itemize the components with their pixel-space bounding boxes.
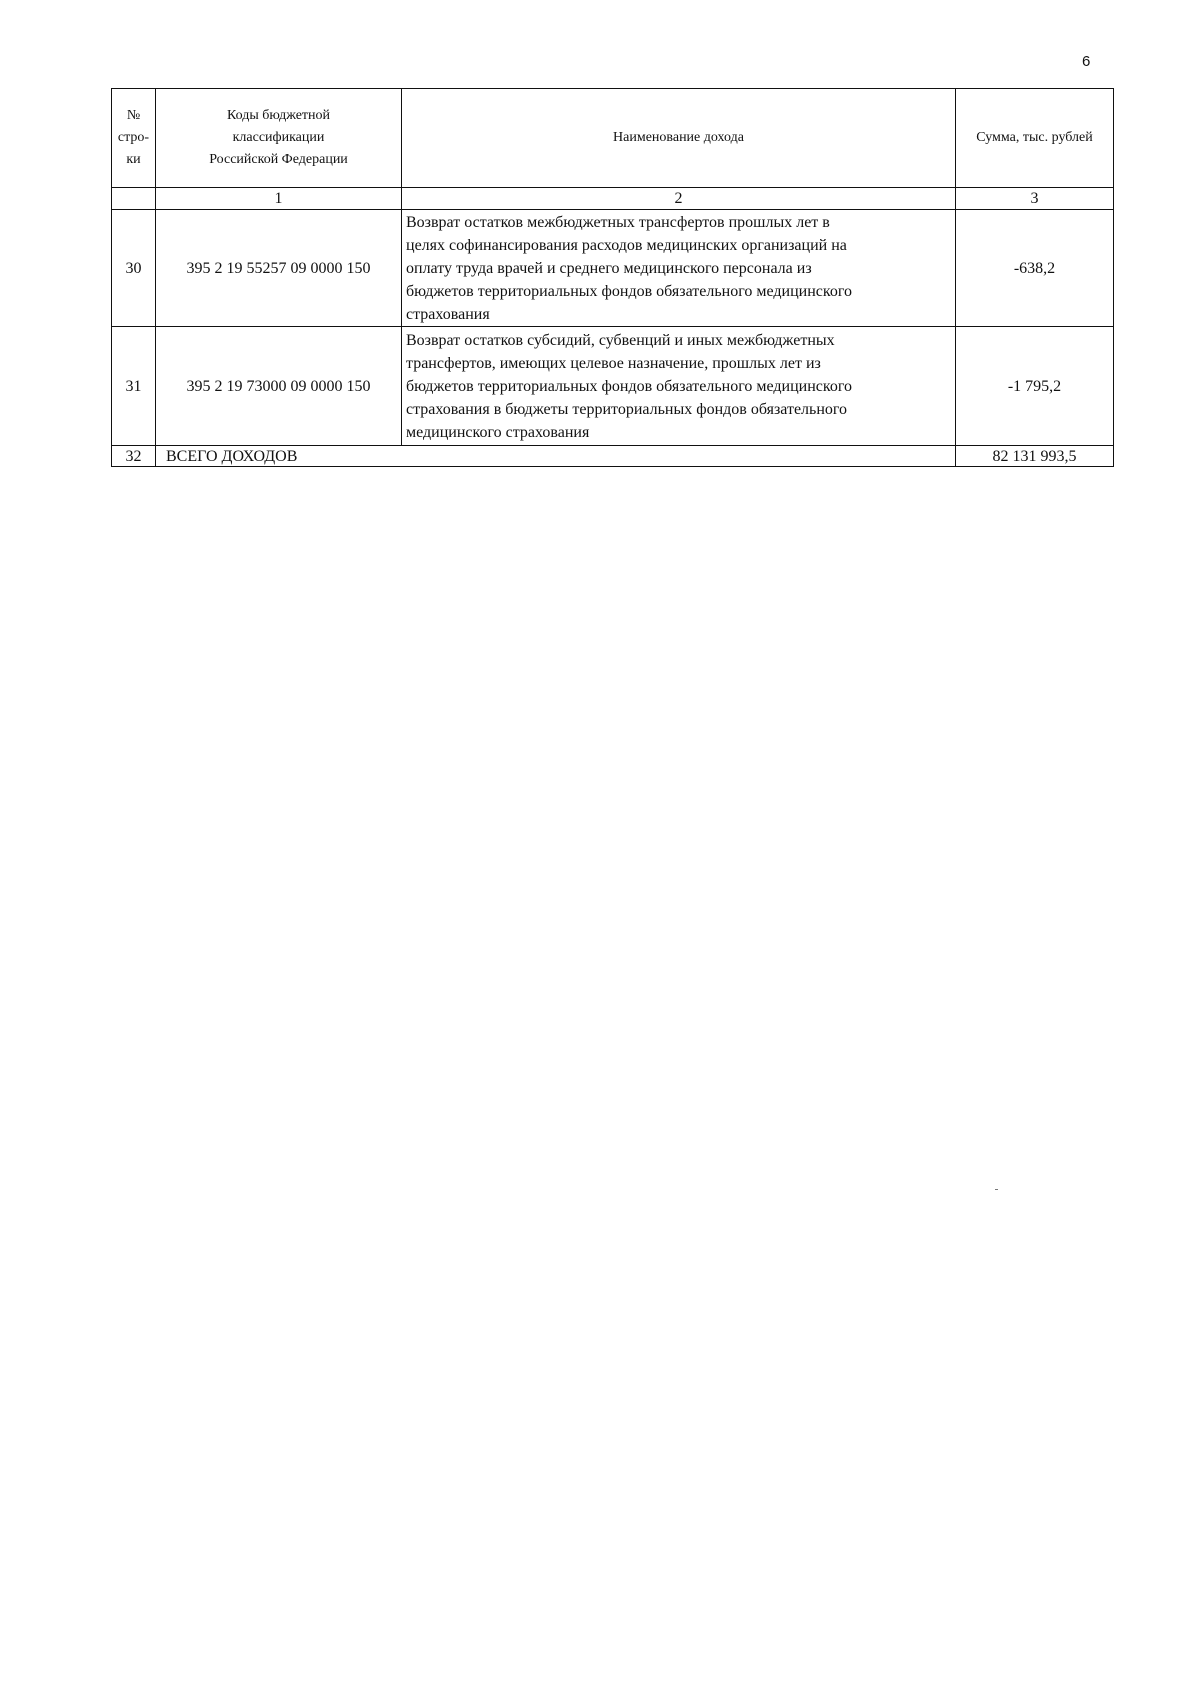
- income-name: [402, 210, 956, 327]
- income-name-line: страхования: [406, 305, 490, 323]
- budget-code: 395 2 19 73000 09 0000 150: [156, 327, 402, 446]
- table-row: [112, 210, 1114, 327]
- header-row-number-line-3: ки: [126, 152, 141, 167]
- income-name-line: целях софинансирования расходов медицинских организаций на: [406, 236, 847, 254]
- income-name-line: Возврат остатков межбюджетных трансфертов прошлых лет в: [406, 213, 830, 231]
- header-row-number-line-1: №: [126, 108, 141, 123]
- header-row-number: [112, 89, 156, 188]
- income-name-line: оплату труда врачей и среднего медицинского персонала из: [406, 259, 812, 277]
- income-name-line: страхования в бюджеты территориальных фондов обязательного: [406, 400, 848, 418]
- page-number: 6: [1082, 53, 1091, 70]
- total-label: ВСЕГО ДОХОДОВ: [156, 446, 956, 467]
- header-budget-codes: [156, 89, 402, 188]
- column-number-2: 2: [402, 188, 956, 210]
- income-name-line: бюджетов территориальных фондов обязательного медицинского: [406, 282, 853, 300]
- header-sum: Сумма, тыс. рублей: [956, 89, 1114, 188]
- revenue-table: [111, 88, 1114, 467]
- income-sum: -1 795,2: [956, 327, 1114, 446]
- income-name: [402, 327, 956, 446]
- scan-speck: [995, 1189, 998, 1190]
- header-codes-line-1: Коды бюджетной: [226, 108, 331, 123]
- table-header-row: [112, 89, 1114, 188]
- income-name-line: медицинского страхования: [406, 423, 590, 441]
- header-codes-line-2: классификации: [232, 130, 325, 145]
- column-number-row: [112, 188, 1114, 210]
- column-number-0: [112, 188, 156, 210]
- total-sum: 82 131 993,5: [956, 446, 1114, 467]
- column-number-1: 1: [156, 188, 402, 210]
- table-row: [112, 327, 1114, 446]
- income-name-line: бюджетов территориальных фондов обязательного медицинского: [406, 377, 853, 395]
- column-number-3: 3: [956, 188, 1114, 210]
- income-sum: -638,2: [956, 210, 1114, 327]
- budget-code: 395 2 19 55257 09 0000 150: [156, 210, 402, 327]
- total-row: [112, 446, 1114, 467]
- row-number: 31: [112, 327, 156, 446]
- income-name-line: Возврат остатков субсидий, субвенций и иных межбюджетных: [406, 331, 835, 349]
- header-income-name: Наименование дохода: [402, 89, 956, 188]
- header-row-number-line-2: стро-: [117, 130, 150, 145]
- income-name-line: трансфертов, имеющих целевое назначение, прошлых лет из: [406, 354, 821, 372]
- row-number: 30: [112, 210, 156, 327]
- header-codes-line-3: Российской Федерации: [209, 152, 348, 167]
- row-number: 32: [112, 446, 156, 467]
